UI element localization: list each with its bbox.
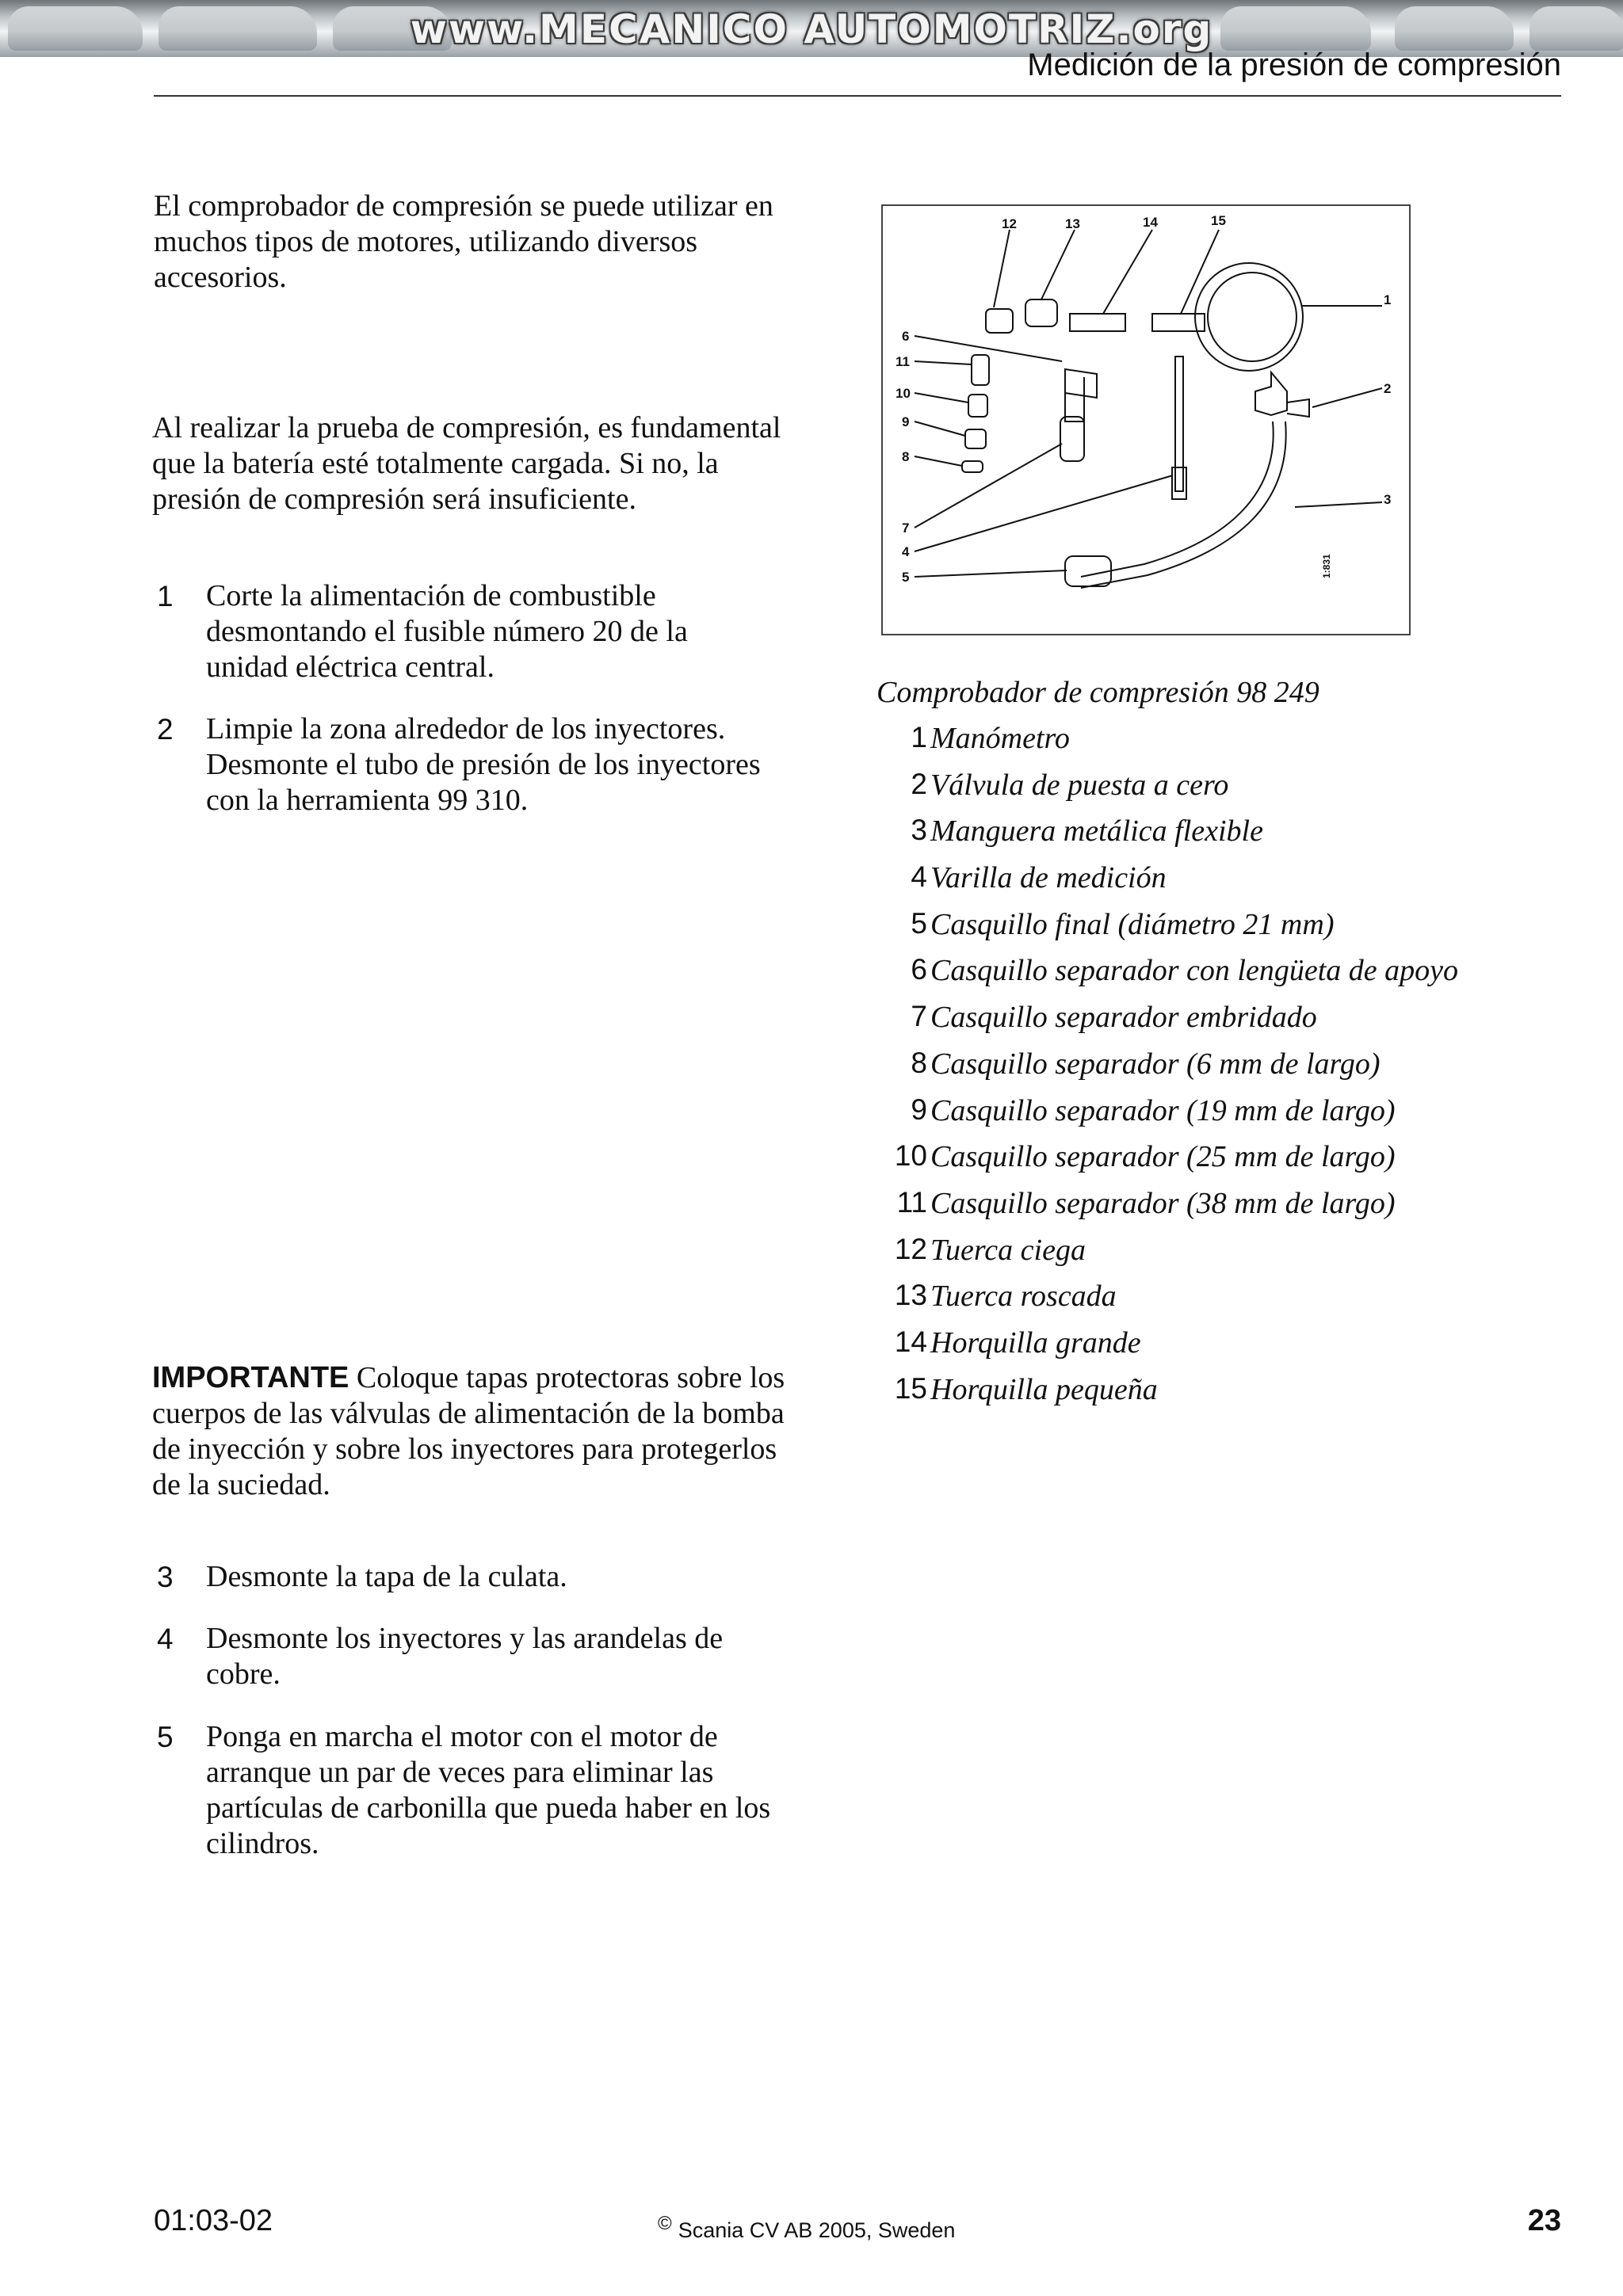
callout-7: 7 bbox=[902, 521, 910, 536]
legend-text: Casquillo separador con lengüeta de apoyo bbox=[930, 954, 1458, 988]
legend-text: Casquillo separador (19 mm de largo) bbox=[930, 1093, 1396, 1127]
compression-tester-diagram bbox=[883, 206, 1409, 634]
leader-8 bbox=[915, 456, 962, 466]
legend-text: Tuerca ciega bbox=[930, 1233, 1086, 1267]
legend-number: 4 bbox=[911, 860, 927, 894]
callout-13: 13 bbox=[1065, 216, 1080, 231]
leader-14 bbox=[1103, 230, 1152, 314]
legend-item bbox=[876, 1233, 1590, 1280]
legend-text: Tuerca roscada bbox=[930, 1280, 1117, 1314]
step-text: Ponga en marcha el motor con el motor de arranque un par de veces para eliminar las partículas de carbonilla que pueda haber en los cilindros. bbox=[206, 1720, 771, 1860]
important-keyword: IMPORTANTE bbox=[152, 1361, 349, 1394]
blind-nut bbox=[986, 309, 1013, 333]
diagram-callouts bbox=[896, 213, 1391, 585]
leader-9 bbox=[915, 421, 965, 436]
legend-text: Casquillo separador (6 mm de largo) bbox=[930, 1047, 1381, 1081]
legend-text: Casquillo separador (38 mm de largo) bbox=[930, 1186, 1396, 1220]
diagram-parts bbox=[915, 230, 1382, 588]
callout-11: 11 bbox=[896, 354, 910, 369]
legend-number: 3 bbox=[911, 814, 927, 847]
step-number: 5 bbox=[157, 1721, 174, 1753]
step-4 bbox=[152, 1621, 802, 1692]
leader-15 bbox=[1181, 230, 1219, 314]
leader-10 bbox=[915, 393, 968, 402]
step-2 bbox=[152, 711, 802, 818]
leader-2 bbox=[1312, 388, 1382, 407]
gauge-dial bbox=[1208, 273, 1296, 361]
step-1 bbox=[152, 578, 802, 685]
callout-12: 12 bbox=[1002, 216, 1017, 231]
legend-item bbox=[876, 1372, 1590, 1419]
legend-text: Casquillo separador (25 mm de largo) bbox=[930, 1140, 1396, 1174]
callout-6: 6 bbox=[902, 329, 910, 344]
legend-item bbox=[876, 907, 1590, 954]
legend-number: 13 bbox=[894, 1279, 927, 1312]
legend-text: Válvula de puesta a cero bbox=[930, 768, 1229, 802]
leader-3 bbox=[1295, 502, 1382, 507]
zero-valve bbox=[1287, 399, 1309, 417]
important-text: Coloque tapas protectoras sobre los cuerpos de las válvulas de alimentación de la bomba de inyección y sobre los inyectores para protegerlos de la suciedad. bbox=[152, 1361, 785, 1501]
page-title: Medición de la presión de compresión bbox=[1027, 48, 1561, 82]
step-3 bbox=[152, 1559, 802, 1595]
legend-number: 1 bbox=[911, 721, 927, 753]
callout-1: 1 bbox=[1384, 292, 1392, 307]
leader-4 bbox=[915, 475, 1173, 551]
legend-item bbox=[876, 860, 1590, 907]
page-number: 23 bbox=[1527, 2204, 1561, 2237]
intro-paragraph-2: Al realizar la prueba de compresión, es fundamental que la batería esté totalmente cargada. Si no, la presión de compresión será insuficiente. bbox=[152, 411, 781, 516]
step-number: 1 bbox=[157, 580, 174, 612]
legend-number: 6 bbox=[911, 953, 927, 986]
legend-item bbox=[876, 1325, 1590, 1372]
legend-text: Casquillo final (diámetro 21 mm) bbox=[930, 907, 1335, 941]
header-divider bbox=[154, 95, 1561, 97]
callout-10: 10 bbox=[896, 386, 911, 401]
legend-number: 15 bbox=[894, 1371, 927, 1405]
step-text: Limpie la zona alrededor de los inyectores. Desmonte el tubo de presión de los inyectores con la herramienta 99 310. bbox=[206, 712, 761, 817]
callout-2: 2 bbox=[1384, 381, 1392, 396]
legend-number: 5 bbox=[911, 906, 927, 940]
sleeve-25mm bbox=[968, 395, 987, 417]
step-number: 2 bbox=[157, 713, 174, 746]
callout-5: 5 bbox=[902, 570, 910, 585]
legend-number: 12 bbox=[894, 1232, 927, 1265]
site-logo-text[interactable]: www.MECANICO AUTOMOTRIZ.org bbox=[410, 6, 1213, 52]
figure-legend bbox=[876, 721, 1590, 1418]
callout-3: 3 bbox=[1384, 492, 1392, 507]
legend-item bbox=[876, 1186, 1590, 1233]
legend-number: 2 bbox=[911, 767, 927, 800]
legend-item bbox=[876, 814, 1590, 860]
legend-number: 8 bbox=[911, 1046, 927, 1079]
measuring-rod bbox=[1175, 357, 1183, 491]
gauge-body bbox=[1195, 263, 1303, 371]
leader-13 bbox=[1041, 230, 1075, 299]
flanged-sleeve bbox=[1065, 369, 1097, 421]
threaded-nut bbox=[1025, 299, 1057, 326]
callout-4: 4 bbox=[902, 544, 910, 559]
compression-tester-figure bbox=[881, 204, 1411, 635]
sleeve-19mm bbox=[965, 429, 986, 448]
legend-item bbox=[876, 1139, 1590, 1186]
callout-8: 8 bbox=[902, 449, 910, 464]
copyright-notice bbox=[658, 2213, 955, 2243]
step-text: Corte la alimentación de combustible desmontando el fusible número 20 de la unidad eléctrica central. bbox=[206, 579, 688, 684]
legend-text: Horquilla grande bbox=[930, 1325, 1141, 1360]
sleeve-with-tab bbox=[1060, 417, 1084, 461]
callout-15: 15 bbox=[1211, 213, 1226, 228]
figure-reference: 1:831 bbox=[1321, 554, 1332, 578]
legend-number: 9 bbox=[911, 1093, 927, 1126]
leader-12 bbox=[994, 230, 1010, 307]
important-note bbox=[152, 1360, 810, 1503]
legend-number: 10 bbox=[894, 1139, 927, 1173]
legend-item bbox=[876, 1093, 1590, 1140]
end-sleeve bbox=[1065, 556, 1111, 586]
legend-text: Horquilla pequeña bbox=[930, 1372, 1158, 1406]
legend-number: 14 bbox=[894, 1325, 927, 1358]
sleeve-38mm bbox=[972, 355, 989, 385]
copyright-symbol: © bbox=[658, 2213, 672, 2234]
callout-9: 9 bbox=[902, 414, 910, 429]
intro-paragraph-1: El comprobador de compresión se puede utilizar en muchos tipos de motores, utilizando diversos accesorios. bbox=[154, 189, 773, 294]
sleeve-6mm bbox=[962, 461, 983, 472]
legend-item bbox=[876, 953, 1590, 1000]
legend-text: Manómetro bbox=[930, 722, 1070, 755]
legend-text: Varilla de medición bbox=[930, 861, 1167, 895]
leader-5 bbox=[915, 570, 1067, 577]
large-fork bbox=[1070, 314, 1125, 331]
step-number: 3 bbox=[157, 1561, 174, 1593]
legend-text: Casquillo separador embridado bbox=[930, 1001, 1317, 1035]
legend-text: Manguera metálica flexible bbox=[930, 814, 1263, 849]
gauge-fitting bbox=[1255, 372, 1287, 415]
figure-caption: Comprobador de compresión 98 249 bbox=[876, 676, 1319, 709]
legend-item bbox=[876, 1000, 1590, 1047]
legend-number: 7 bbox=[911, 1000, 927, 1033]
leader-11 bbox=[915, 361, 972, 364]
step-5 bbox=[152, 1719, 802, 1862]
copyright-text: Scania CV AB 2005, Sweden bbox=[678, 2218, 956, 2242]
step-text: Desmonte la tapa de la culata. bbox=[206, 1560, 567, 1593]
document-code: 01:03-02 bbox=[154, 2204, 273, 2237]
legend-item bbox=[876, 768, 1590, 814]
step-number: 4 bbox=[157, 1623, 174, 1655]
legend-item bbox=[876, 721, 1590, 768]
measuring-rod-tip bbox=[1172, 467, 1186, 499]
legend-item bbox=[876, 1279, 1590, 1325]
step-text: Desmonte los inyectores y las arandelas de cobre. bbox=[206, 1622, 724, 1691]
legend-number: 11 bbox=[896, 1185, 927, 1219]
callout-14: 14 bbox=[1143, 215, 1158, 230]
legend-item bbox=[876, 1047, 1590, 1093]
